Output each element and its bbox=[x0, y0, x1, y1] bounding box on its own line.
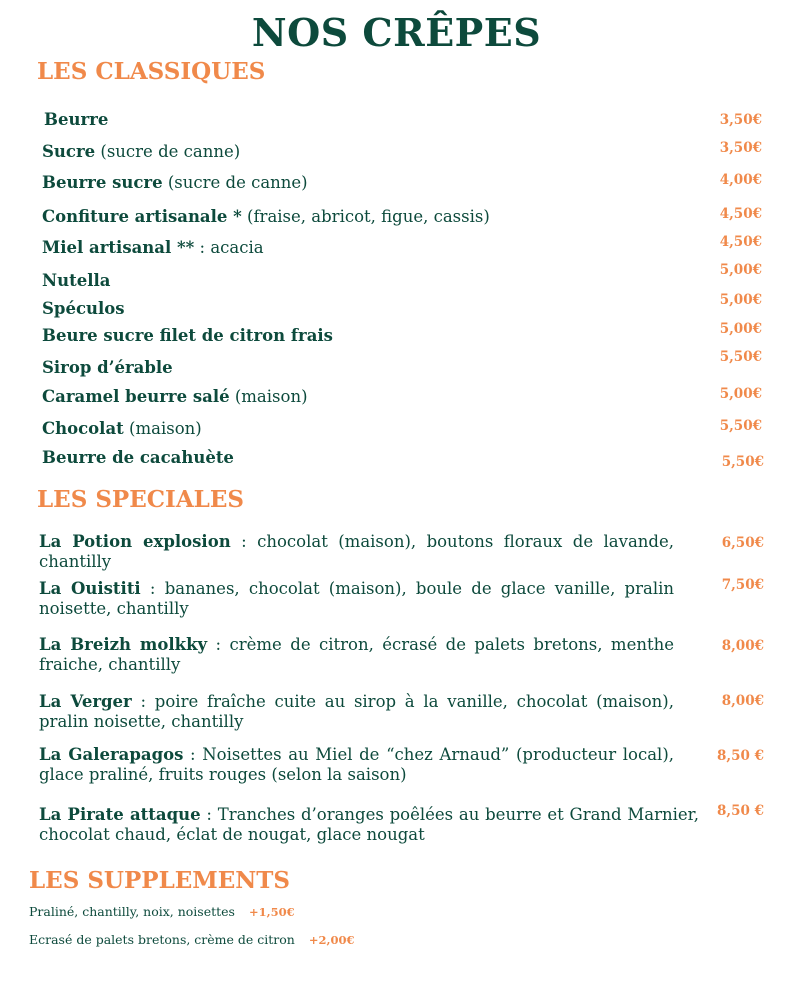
item-price: 6,50€ bbox=[721, 535, 764, 551]
item-name: Chocolat bbox=[42, 419, 124, 438]
item-price: 8,50 € bbox=[717, 748, 764, 764]
item-price: 5,50€ bbox=[719, 349, 762, 365]
menu-item bbox=[42, 271, 110, 291]
item-price: 4,50€ bbox=[719, 206, 762, 222]
special-item bbox=[39, 692, 674, 732]
item-desc: : Noisettes au Miel de “chez Arnaud” (producteur local), glace praliné, fruits rouges (selon la saison) bbox=[39, 745, 674, 784]
item-name: La Verger bbox=[39, 692, 132, 711]
item-desc: : crème de citron, écrasé de palets bretons, menthe fraiche, chantilly bbox=[39, 635, 674, 674]
item-desc: (fraise, abricot, figue, cassis) bbox=[241, 207, 490, 226]
supplement-price: +2,00€ bbox=[308, 933, 355, 947]
item-desc: : bananes, chocolat (maison), boule de glace vanille, pralin noisette, chantilly bbox=[39, 579, 674, 618]
item-price: 5,50€ bbox=[721, 454, 764, 470]
special-item bbox=[39, 745, 674, 785]
item-name: Miel artisanal ** bbox=[42, 238, 195, 257]
menu-item bbox=[42, 238, 264, 258]
item-name: Beurre de cacahuète bbox=[42, 448, 234, 467]
item-price: 7,50€ bbox=[721, 577, 764, 593]
item-price: 5,00€ bbox=[719, 292, 762, 308]
item-name: Beurre sucre bbox=[42, 173, 163, 192]
item-name: Caramel beurre salé bbox=[42, 387, 230, 406]
item-price: 4,00€ bbox=[719, 172, 762, 188]
item-price: 5,00€ bbox=[719, 321, 762, 337]
menu-title: NOS CRÊPES bbox=[251, 10, 542, 55]
item-price: 8,00€ bbox=[721, 693, 764, 709]
supplement-item bbox=[29, 904, 295, 919]
item-name: Confiture artisanale * bbox=[42, 207, 242, 226]
item-name: La Pirate attaque bbox=[39, 805, 201, 824]
item-desc: (sucre de canne) bbox=[162, 173, 308, 192]
item-price: 4,50€ bbox=[719, 234, 762, 250]
special-item bbox=[39, 579, 674, 619]
item-desc: (maison) bbox=[123, 419, 202, 438]
supplement-price: +1,50€ bbox=[248, 905, 295, 919]
item-price: 8,00€ bbox=[721, 638, 764, 654]
item-name: Spéculos bbox=[42, 299, 125, 318]
item-desc: : chocolat (maison), boutons floraux de lavande, chantilly bbox=[39, 532, 674, 571]
section-heading-speciales: LES SPECIALES bbox=[37, 486, 244, 513]
menu-item bbox=[44, 110, 108, 130]
section-heading-supplements: LES SUPPLEMENTS bbox=[29, 867, 291, 894]
item-name: Beurre bbox=[44, 110, 109, 129]
item-price: 5,00€ bbox=[719, 262, 762, 278]
item-price: 8,50 € bbox=[717, 803, 764, 819]
item-name: La Galerapagos bbox=[39, 745, 184, 764]
supplement-name: Ecrasé de palets bretons, crème de citron bbox=[29, 932, 295, 947]
supplement-name: Praliné, chantilly, noix, noisettes bbox=[29, 904, 235, 919]
item-desc: : acacia bbox=[194, 238, 264, 257]
item-name: La Potion explosion bbox=[39, 532, 231, 551]
item-desc: (maison) bbox=[229, 387, 308, 406]
special-item bbox=[39, 635, 674, 675]
item-price: 3,50€ bbox=[719, 140, 762, 156]
menu-item bbox=[42, 173, 308, 193]
menu-item bbox=[42, 326, 333, 346]
menu-item bbox=[42, 387, 308, 407]
item-price: 3,50€ bbox=[719, 112, 762, 128]
special-item bbox=[39, 805, 699, 845]
menu-item bbox=[42, 358, 173, 378]
item-desc: (sucre de canne) bbox=[95, 142, 241, 161]
item-price: 5,50€ bbox=[719, 418, 762, 434]
item-name: Sirop d’érable bbox=[42, 358, 173, 377]
item-desc: : poire fraîche cuite au sirop à la vanille, chocolat (maison), pralin noisette, chantilly bbox=[39, 692, 674, 731]
menu-item bbox=[42, 207, 490, 227]
item-price: 5,00€ bbox=[719, 386, 762, 402]
item-desc: : Tranches d’oranges poêlées au beurre et Grand Marnier, chocolat chaud, éclat de nougat, glace nougat bbox=[39, 805, 699, 844]
item-name: Sucre bbox=[42, 142, 96, 161]
menu-item bbox=[42, 142, 240, 162]
menu-item bbox=[42, 299, 125, 319]
item-name: La Breizh molkky bbox=[39, 635, 208, 654]
menu-item bbox=[42, 448, 234, 468]
supplement-item bbox=[29, 932, 355, 947]
menu-item bbox=[42, 419, 202, 439]
item-name: La Ouistiti bbox=[39, 579, 141, 598]
special-item bbox=[39, 532, 674, 572]
section-heading-classiques: LES CLASSIQUES bbox=[37, 58, 266, 85]
item-name: Nutella bbox=[42, 271, 111, 290]
item-name: Beure sucre filet de citron frais bbox=[42, 326, 333, 345]
